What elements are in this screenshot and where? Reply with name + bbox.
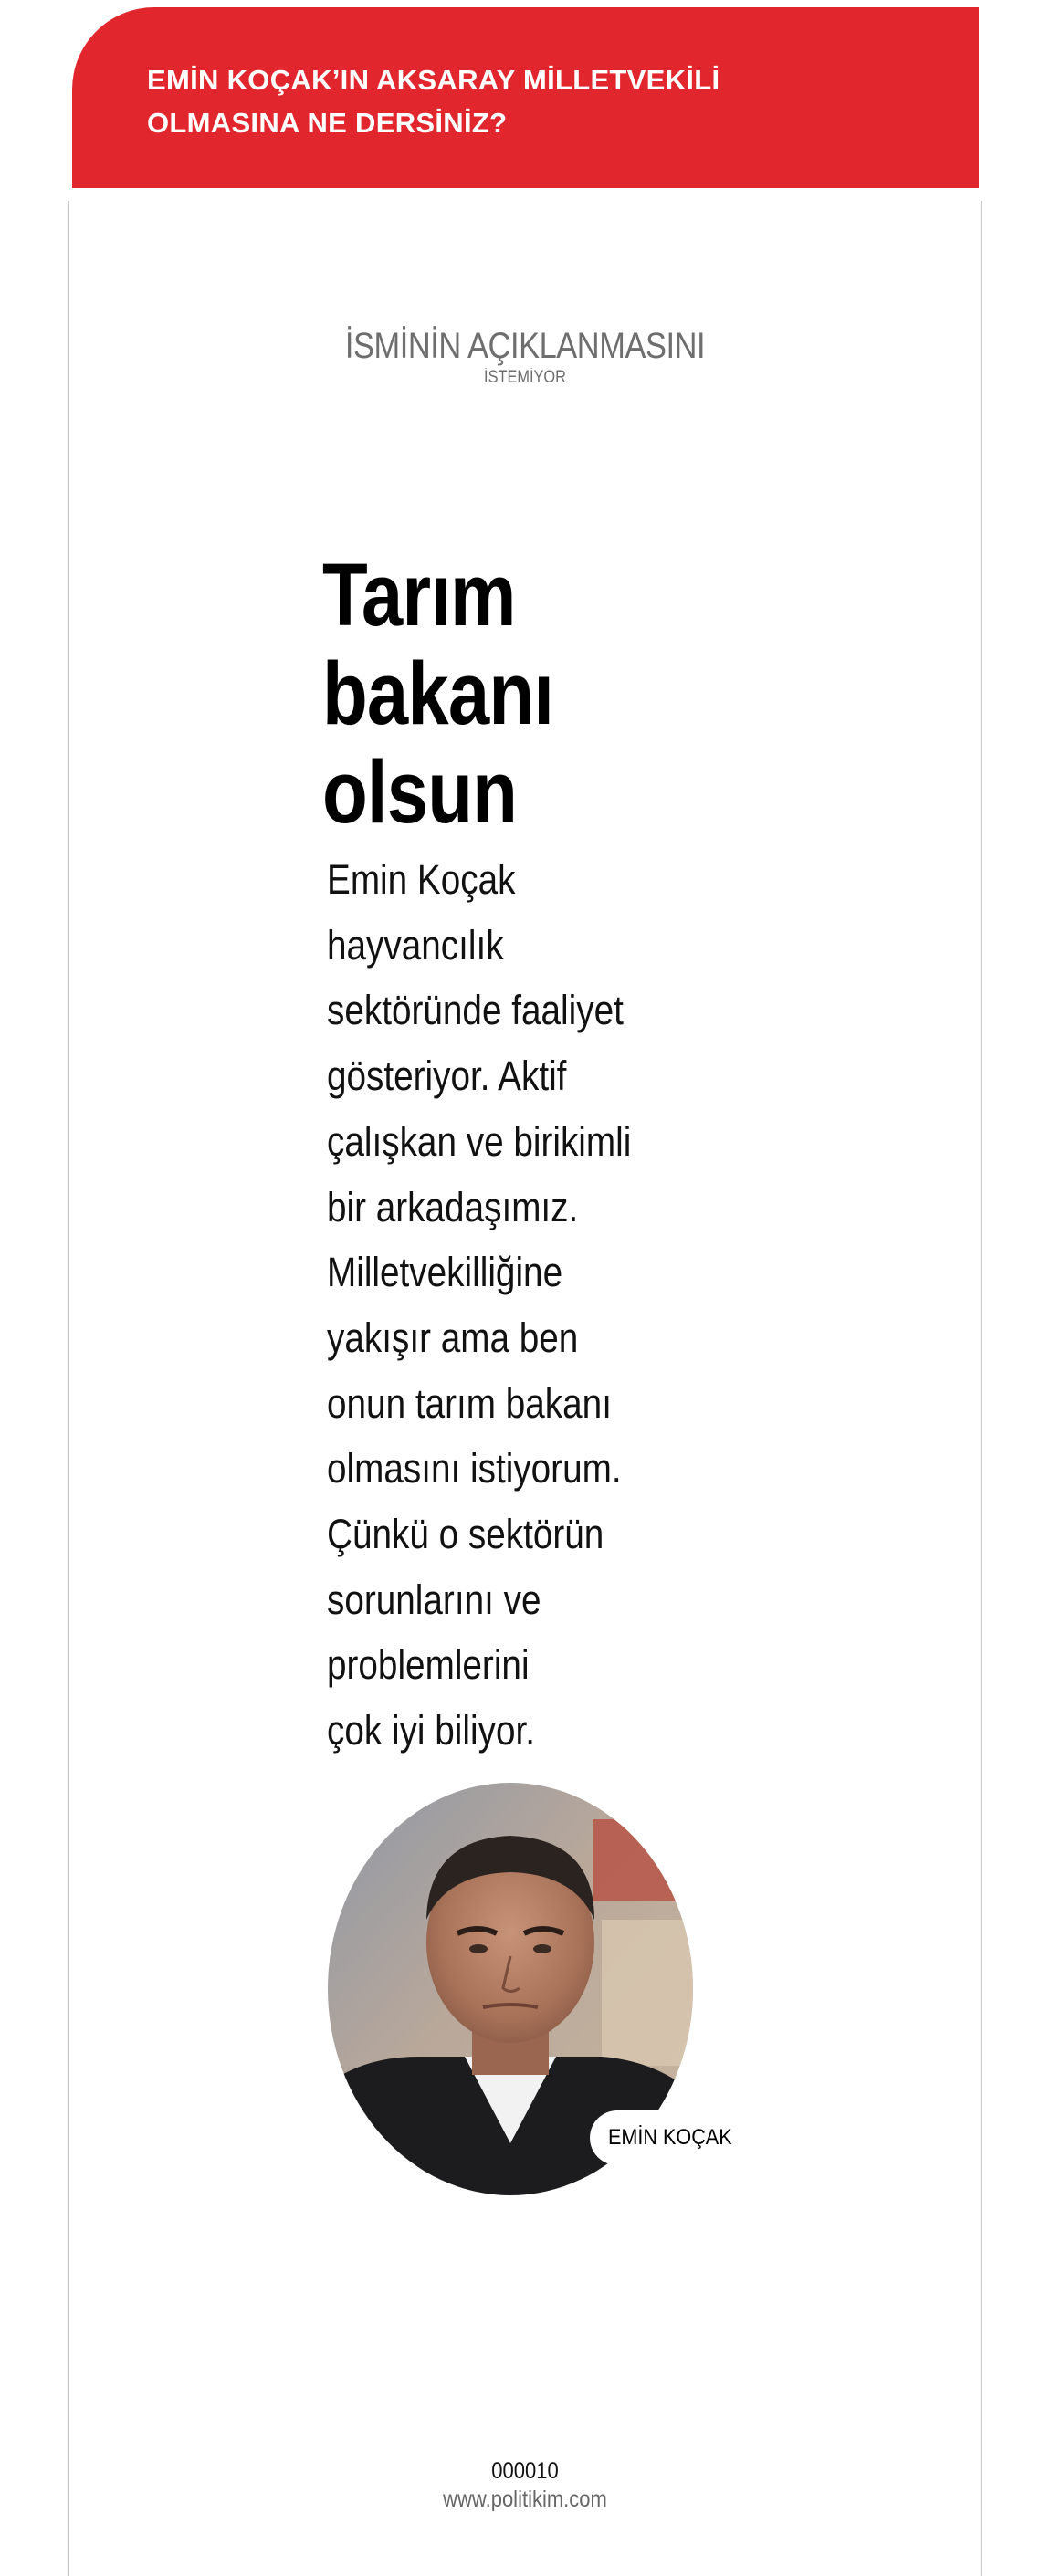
body-line-11: Çünkü o sektörün [327, 1511, 604, 1558]
body-line-8: yakışır ama ben [327, 1314, 579, 1361]
body-line-12: sorunlarını ve [327, 1576, 541, 1623]
headline-line-1: Tarım [322, 545, 516, 644]
body-line-2: hayvancılık [327, 921, 504, 969]
anonymous-sublabel: İSTEMİYOR [484, 368, 566, 387]
page-number: 000010 [491, 2458, 559, 2484]
frame-right-border [981, 201, 982, 2576]
body-line-10: olmasını istiyorum. [327, 1445, 622, 1492]
question-line-2: OLMASINA NE DERSİNİZ? [147, 107, 508, 139]
subject-name-badge [590, 2110, 768, 2165]
body-line-3: sektöründe faaliyet [327, 987, 624, 1034]
body-line-1: Emin Koçak [327, 856, 516, 903]
headline-line-3: olsun [322, 742, 518, 842]
page-footer [0, 2457, 1050, 2514]
body-line-6: bir arkadaşımız. [327, 1183, 579, 1230]
body-line-14: çok iyi biliyor. [327, 1707, 535, 1754]
subject-name: EMİN KOÇAK [608, 2125, 732, 2150]
question-banner [72, 7, 979, 188]
question-line-1: EMİN KOÇAK’IN AKSARAY MİLLETVEKİLİ [147, 64, 720, 96]
anonymous-label: İSMİNİN AÇIKLANMASINI [344, 326, 706, 366]
answer-body [327, 847, 665, 1764]
body-line-4: gösteriyor. Aktif [327, 1052, 567, 1100]
website-link[interactable]: www.politikim.com [443, 2487, 607, 2512]
frame-left-border [68, 201, 69, 2576]
respondent-label [0, 324, 1050, 388]
body-line-7: Milletvekilliğine [327, 1249, 563, 1296]
body-line-5: çalışkan ve birikimli [327, 1117, 632, 1165]
headline-line-2: bakanı [322, 644, 554, 743]
answer-headline [322, 546, 645, 842]
body-line-9: onun tarım bakanı [327, 1379, 612, 1427]
body-line-13: problemlerini [327, 1641, 530, 1689]
